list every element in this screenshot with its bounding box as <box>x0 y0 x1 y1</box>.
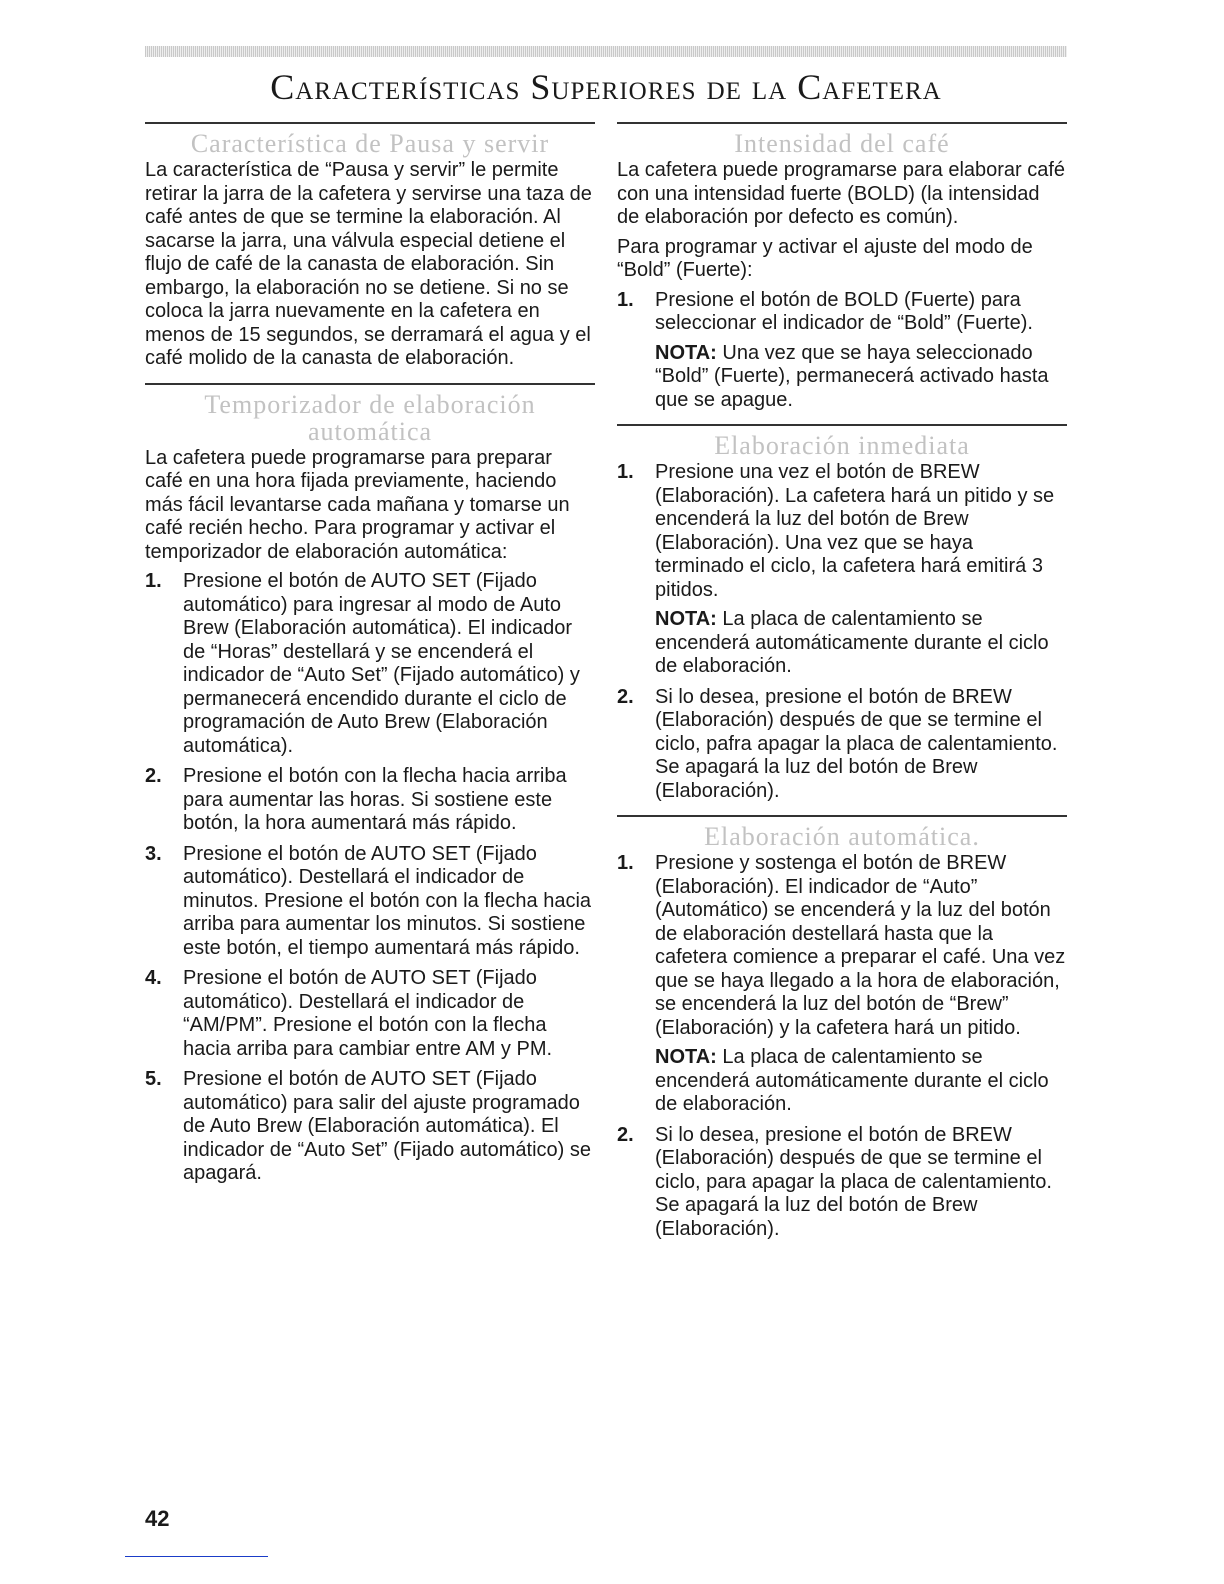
list-item <box>145 570 595 758</box>
top-decorative-rule <box>145 46 1067 57</box>
note-label: NOTA: <box>655 1046 717 1068</box>
intensity-section <box>617 122 1067 412</box>
pause-serve-section <box>145 122 595 371</box>
note <box>655 608 1067 679</box>
step-text: Presione y sostenga el botón de BREW (Elaboración). El indicador de “Auto” (Automático) se encenderá y la luz del botón de elaboración destellará hasta que la cafetera comience a preparar el café. Una vez que se haya llegado a la hora de elaboración, se encenderá la luz del botón de “Brew” (Elaboración) y la cafetera hará un pitido. <box>655 852 1066 1039</box>
step-number: 2. <box>617 1123 634 1146</box>
step-text: Presione el botón de AUTO SET (Fijado automático) para ingresar al modo de Auto Brew (Elaboración automática). El indicador de “Horas” destellará y se encenderá el indicador de “Auto Set” (Fijado automático) y permanecerá encendido durante el ciclo de programación de Auto Brew (Elaboración automática). <box>183 570 580 757</box>
step-text: Presione el botón con la flecha hacia arriba para aumentar las horas. Si sostiene este botón, la hora aumentará más rápido. <box>183 765 567 834</box>
step-number: 2. <box>617 685 634 708</box>
note-label: NOTA: <box>655 608 717 630</box>
pause-serve-heading: Característica de Pausa y servir <box>190 129 550 158</box>
intensity-text: La cafetera puede programarse para elaborar café con una intensidad fuerte (BOLD) (la intensidad de elaboración por defecto es común). <box>617 159 1066 228</box>
list-item <box>145 967 595 1061</box>
auto-timer-heading: Temporizador de elaboración automática <box>204 389 536 446</box>
auto-timer-steps <box>145 570 595 1186</box>
note-text: Una vez que se haya seleccionado “Bold” (Fuerte), permanecerá activado hasta que se apague. <box>655 341 1049 411</box>
right-column <box>617 122 1067 1253</box>
step-number: 1. <box>617 852 634 874</box>
immediate-brew-steps <box>617 461 1067 803</box>
list-item <box>145 1068 595 1186</box>
step-number: 1. <box>617 461 634 483</box>
automatic-brew-heading: Elaboración automática. <box>704 822 980 851</box>
page-title: Características Superiores de la Cafetera <box>270 67 942 107</box>
automatic-brew-steps <box>617 852 1067 1241</box>
intensity-instructions: Para programar y activar el ajuste del modo de “Bold” (Fuerte): <box>617 235 1033 281</box>
automatic-brew-section <box>617 815 1067 1241</box>
step-number: 4. <box>145 967 162 989</box>
list-item <box>617 686 1067 804</box>
list-item <box>145 765 595 836</box>
page-number: 42 <box>145 1506 170 1531</box>
note-label: NOTA: <box>655 341 717 364</box>
note <box>655 342 1067 413</box>
step-number: 5. <box>145 1068 162 1090</box>
step-number: 2. <box>145 765 162 787</box>
step-text: Presione el botón de AUTO SET (Fijado automático). Destellará el indicador de minutos. Presione el botón con la flecha hacia arriba para aumentar los minutos. Si sostiene este botón, el tiempo aumentará más rápido. <box>183 842 592 959</box>
footer-rule <box>125 1556 268 1557</box>
step-number: 3. <box>145 842 162 865</box>
left-column <box>145 122 595 1198</box>
step-text: Presione una vez el botón de BREW (Elaboración). La cafetera hará un pitido y se encenderá la luz del botón de Brew (Elaboración). Una vez que se haya terminado el ciclo, la cafetera hará emitirá 3 pitidos. <box>655 461 1055 601</box>
list-item <box>617 289 1067 413</box>
auto-timer-intro: La cafetera puede programarse para preparar café en una hora fijada previamente, haciendo más fácil levantarse cada mañana y tomarse un café recién hecho. Para programar y activar el temporizador de elaboración automática: <box>145 446 570 563</box>
auto-timer-section <box>145 383 595 1186</box>
step-number: 1. <box>617 288 634 311</box>
step-text: Si lo desea, presione el botón de BREW (Elaboración) después de que se termine el ciclo, pafra apagar la placa de calentamiento. Se apagará la luz del botón de Brew (Elaboración). <box>655 685 1058 802</box>
note-text: La placa de calentamiento se encenderá automáticamente durante el ciclo de elaboración. <box>655 1046 1049 1115</box>
note-text: La placa de calentamiento se encenderá automáticamente durante el ciclo de elaboración. <box>655 608 1049 677</box>
intensity-heading: Intensidad del café <box>734 129 950 158</box>
step-text: Presione el botón de BOLD (Fuerte) para seleccionar el indicador de “Bold” (Fuerte). <box>655 288 1033 334</box>
step-text: Presione el botón de AUTO SET (Fijado automático). Destellará el indicador de “AM/PM”. Presione el botón con la flecha hacia arriba para cambiar entre AM y PM. <box>183 967 553 1060</box>
note <box>655 1046 1067 1117</box>
step-number: 1. <box>145 570 162 592</box>
intensity-steps <box>617 289 1067 413</box>
step-text: Si lo desea, presione el botón de BREW (Elaboración) después de que se termine el ciclo, para apagar la placa de calentamiento. Se apagará la luz del botón de Brew (Elaboración). <box>655 1123 1052 1240</box>
pause-serve-text: La característica de “Pausa y servir” le permite retirar la jarra de la cafetera y servirse una taza de café antes de que se termine la elaboración. Al sacarse la jarra, una válvula especial detiene el flujo de café de la canasta de elaboración. Sin embargo, la elaboración no se detiene. Si no se coloca la jarra nuevamente en la cafetera en menos de 15 segundos, se derramará el agua y el café molido de la canasta de elaboración. <box>145 159 592 369</box>
immediate-brew-heading: Elaboración inmediata <box>714 431 970 460</box>
list-item <box>145 843 595 961</box>
list-item <box>617 1124 1067 1242</box>
list-item <box>617 461 1067 679</box>
list-item <box>617 852 1067 1117</box>
immediate-brew-section <box>617 424 1067 803</box>
step-text: Presione el botón de AUTO SET (Fijado automático) para salir del ajuste programado de Auto Brew (Elaboración automática). El indicador de “Auto Set” (Fijado automático) se apagará. <box>183 1068 591 1184</box>
